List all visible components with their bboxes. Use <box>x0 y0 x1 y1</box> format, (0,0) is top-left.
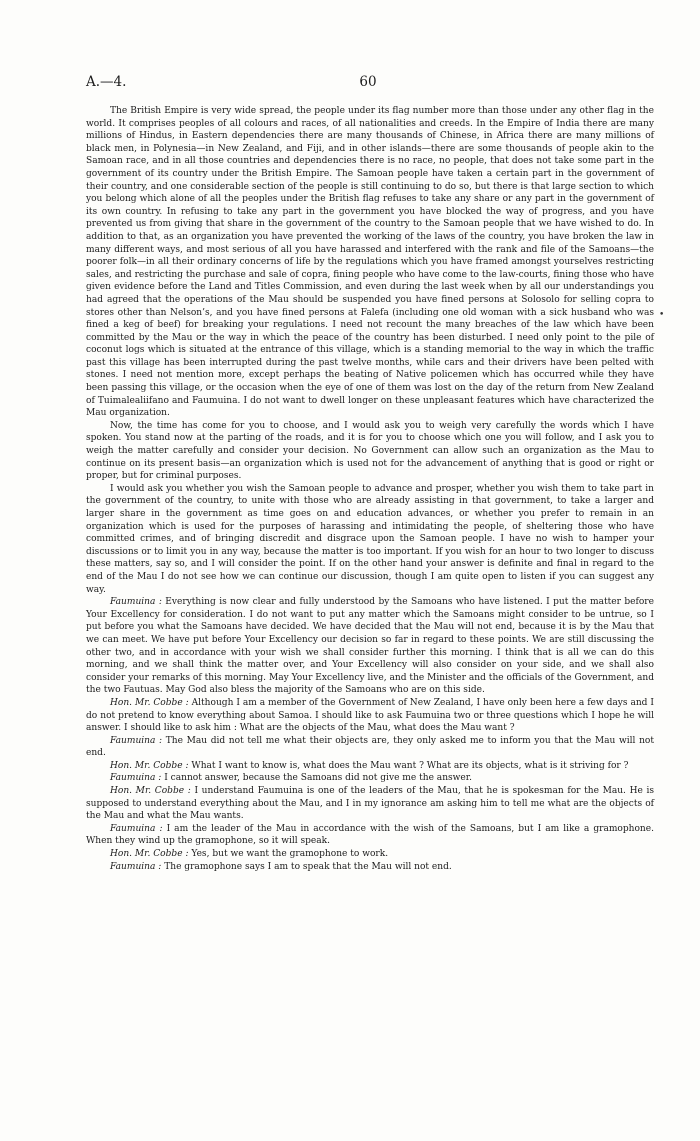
paragraph <box>86 760 654 773</box>
margin-dot-mark: • <box>659 310 665 320</box>
paragraph-text: The Mau did not tell me what their objects are, they only asked me to inform you that the Mau will not end. <box>86 735 654 759</box>
paragraph <box>86 483 654 596</box>
speaker-label: Faumuina : <box>110 597 162 608</box>
speaker-label: Faumuina : <box>110 735 163 746</box>
paragraph <box>86 861 654 874</box>
paragraph <box>86 697 654 735</box>
speaker-label: Faumuina : <box>110 861 162 872</box>
paragraph-text: I cannot answer, because the Samoans did not give me the answer. <box>164 773 472 784</box>
paragraph-text: Although I am a member of the Government of New Zealand, I have only been here a few days and I do not pretend to know everything about Samoa. I should like to ask Faumuina two or three questions which I hope he will answer. I should like to ask him : What are the objects of the Mau, what does the Mau want ? <box>86 697 654 734</box>
paragraph <box>86 596 654 697</box>
speaker-label: Faumuina : <box>110 823 163 834</box>
speaker-label: Hon. Mr. Cobbe : <box>110 760 189 771</box>
speaker-label: Hon. Mr. Cobbe : <box>110 697 189 708</box>
paragraph-text: What I want to know is, what does the Mau want ? What are its objects, what is it striving for ? <box>191 760 629 771</box>
paragraph-text: Now, the time has come for you to choose, and I would ask you to weigh very carefully the words which I have spoken. You stand now at the parting of the roads, and it is for you to choose which one you will follow, and I ask you to weigh the matter carefully and consider your decision. No Government can allow such an organization as the Mau to continue on its present basis—an organization which is used not for the advancement of anything that is good or right or proper, but for criminal purposes. <box>86 420 654 482</box>
paragraph <box>86 823 654 848</box>
paragraph <box>86 420 654 483</box>
paragraph-text: The gramophone says I am to speak that the Mau will not end. <box>164 861 452 872</box>
paragraph <box>86 785 654 823</box>
speaker-label: Hon. Mr. Cobbe : <box>110 786 191 797</box>
speaker-label: Hon. Mr. Cobbe : <box>110 849 189 860</box>
paragraph <box>86 735 654 760</box>
page-header <box>86 74 650 90</box>
paragraph-text: The British Empire is very wide spread, the people under its flag number more than those under any other flag in the world. It comprises peoples of all colours and races, of all nationalities and creeds. In the Empire of India there are many millions of Hindus, in Eastern dependencies there are many thousands of Chinese, in Africa there are many millions of black men, in Polynesia—in New Zealand, and Fiji, and in other islands—there are some thousands of people akin to the Samoan race, and in all those countries and dependencies there is no race, no people, that does not take some part in the government of its country under the British Empire. The Samoan people have taken a certain part in the government of their country, and one considerable section of the people is still continuing to do so, but there is that large section to which you belong which alone of all the peoples under the British flag refuses to take any share or any part in the government of its own country. In refusing to take any part in the government you have blocked the way of progress, and you have prevented us from giving that share in the government of the country to the Samoan people that we have wished to do. In addition to that, as an organization you have prevented the working of the laws of the country, you have broken the law in many different ways, and most serious of all you have harassed and interfered with the rank and file of the Samoans—the poorer folk—in all their ordinary concerns of life by the regulations which you have framed amongst yourselves restricting sales, and restricting the purchase and sale of copra, fining people who have come to the law-courts, fining those who have given evidence before the Land and Titles Commission, and even during the last week when by all our understandings you had agreed that the operations of the Mau should be suspended you have fined persons at Solosolo for selling copra to stores other than Nelson’s, and you have fined persons at Falefa (including one old woman with a sick husband who was fined a keg of beef) for breaking your regulations. I need not recount the many breaches of the law which have been committed by the Mau or the way in which the peace of the country has been disturbed. I need only point to the pile of coconut logs which is situated at the entrance of this village, which is a standing memorial to the way in which the traffic past this village has been interrupted during the past twelve months, while cars and their drivers have been pelted with stones. I need not mention more, except perhaps the beating of Native policemen which has occurred while they have been passing this village, or the occasion when the eye of one of them was lost on the day of the return from New Zealand of Tuimalealiifano and Faumuina. I do not want to dwell longer on these unpleasant features which have characterized the Mau organization. <box>86 106 654 419</box>
paragraph <box>86 848 654 861</box>
page-number: 60 <box>359 74 377 90</box>
paragraph-text: I would ask you whether you wish the Samoan people to advance and prosper, whether you wish them to take part in the government of the country, to unite with those who are already assisting in that government, to take a larger and larger share in the government as time goes on and education advances, or whether you prefer to remain in an organization which is used for the purposes of harassing and intimidating the people, of sheltering those who have committed crimes, and of bringing discredit and disgrace upon the Samoan people. I have no wish to hamper your discussions or to limit you in any way, because the matter is too important. If you wish for an hour to two longer to discuss these matters, say so, and I will consider the point. If on the other hand your answer is definite and final in regard to the end of the Mau I do not see how we can continue our discussion, though I am quite open to listen if you can suggest any way. <box>86 483 654 595</box>
paragraph-text: Yes, but we want the gramophone to work. <box>191 849 389 860</box>
paragraph-text: Everything is now clear and fully understood by the Samoans who have listened. I put the matter before Your Excellency for consideration. I do not want to put any matter which the Samoans might consider to be untrue, so I put before you what the Samoans have decided. We have decided that the Mau will not end, because it is by the Mau that we can meet. We have put before Your Excellency our decision so far in regard to these points. We are still discussing the other two, and in accordance with your wish we shall consider further this morning. I think that is all we can do this morning, and we shall think the matter over, and Your Excellency will also consider on your side, and we shall also consider your remarks of this morning. May Your Excellency live, and the Minister and the officials of the Government, and the two Fautuas. May God also bless the majority of the Samoans who are on this side. <box>86 597 654 696</box>
speaker-label: Faumuina : <box>110 773 162 784</box>
paragraph-text: I am the leader of the Mau in accordance with the wish of the Samoans, but I am like a gramophone. When they wind up the gramophone, so it will speak. <box>86 823 654 847</box>
paragraph <box>86 105 654 420</box>
paragraph-text: I understand Faumuina is one of the leaders of the Mau, that he is spokesman for the Mau. He is supposed to understand everything about the Mau, and I in my ignorance am asking him to tell me what are the objects of the Mau and what the Mau wants. <box>86 786 654 822</box>
paragraph <box>86 772 654 785</box>
document-body <box>86 105 654 873</box>
document-reference: A.—4. <box>86 74 127 90</box>
